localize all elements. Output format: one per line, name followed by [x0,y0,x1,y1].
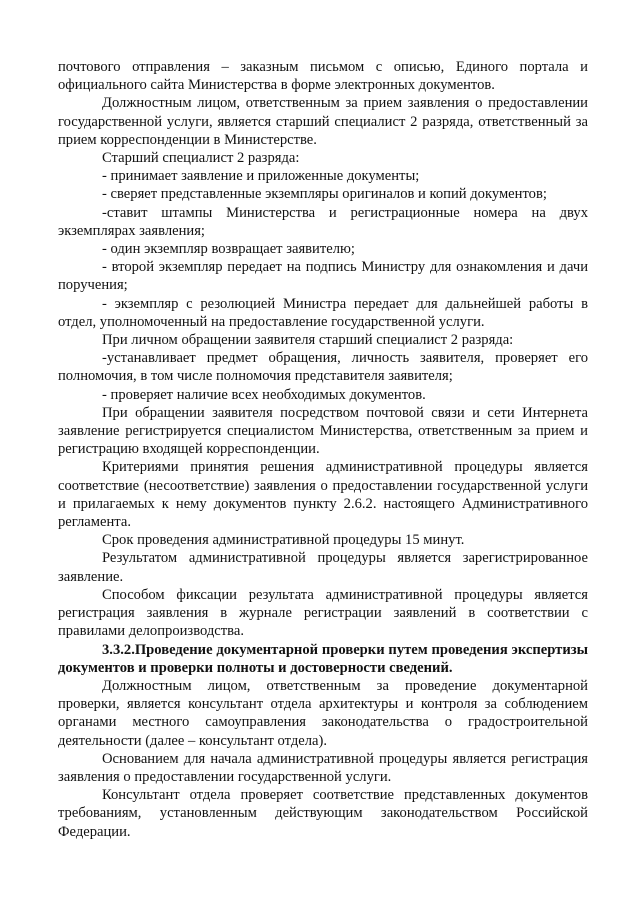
paragraph: Старший специалист 2 разряда: [102,150,300,167]
document-body [58,58,588,841]
paragraph: Срок проведения административной процедуры 15 минут. [102,532,465,549]
paragraph: -ставит штампы Министерства и регистрационные номера на двух экземплярах заявления; [58,204,588,239]
section-heading: 3.3.2.Проведение документарной проверки путем проведения экспертизы документов и проверки полноты и достоверности сведений. [58,641,588,676]
paragraph: Консультант отдела проверяет соответствие представленных документов требованиям, установленным действующим законодательством Российской Федерации. [58,787,588,840]
paragraph: -устанавливает предмет обращения, личность заявителя, проверяет его полномочия, в том числе полномочия представителя заявителя; [58,350,588,385]
paragraph: Способом фиксации результата административной процедуры является регистрация заявления в журнале регистрации заявлений в соответствии с правилами делопроизводства. [58,586,588,640]
paragraph: почтового отправления – заказным письмом с описью, Единого портала и официального сайта Министерства в форме электронных документов. [58,59,588,94]
paragraph: При личном обращении заявителя старший специалист 2 разряда: [102,332,514,349]
paragraph: - проверяет наличие всех необходимых документов. [102,386,426,403]
paragraph: - один экземпляр возвращает заявителю; [102,241,355,258]
paragraph: - второй экземпляр передает на подпись Министру для ознакомления и дачи поручения; [58,259,588,294]
paragraph: - принимает заявление и приложенные документы; [102,168,420,185]
paragraph: Должностным лицом, ответственным за проведение документарной проверки, является консультант отдела архитектуры и контроля за соблюдением органами местного самоуправления законодательства о градостроительной деятельности (далее – консультант отдела). [58,677,588,749]
paragraph: Критериями принятия решения административной процедуры является соответствие (несоответствие) заявления о предоставлении государственной услуги и прилагаемых к нему документов пункту 2.6.2. настоящего Административного регламента. [58,459,588,531]
paragraph: При обращении заявителя посредством почтовой связи и сети Интернета заявление регистрируется специалистом Министерства, ответственным за прием и регистрацию входящей корреспонденции. [58,404,588,458]
paragraph: - экземпляр с резолюцией Министра передает для дальнейшей работы в отдел, уполномоченный на предоставление государственной услуги. [58,295,588,330]
paragraph: - сверяет представленные экземпляры оригиналов и копий документов; [102,186,547,203]
paragraph: Должностным лицом, ответственным за прием заявления о предоставлении государственной услуги, является старший специалист 2 разряда, ответственный за прием корреспонденции в Министерстве. [58,95,588,148]
paragraph: Основанием для начала административной процедуры является регистрация заявления о предоставлении государственной услуги. [58,750,588,785]
paragraph: Результатом административной процедуры является зарегистрированное заявление. [58,550,588,585]
